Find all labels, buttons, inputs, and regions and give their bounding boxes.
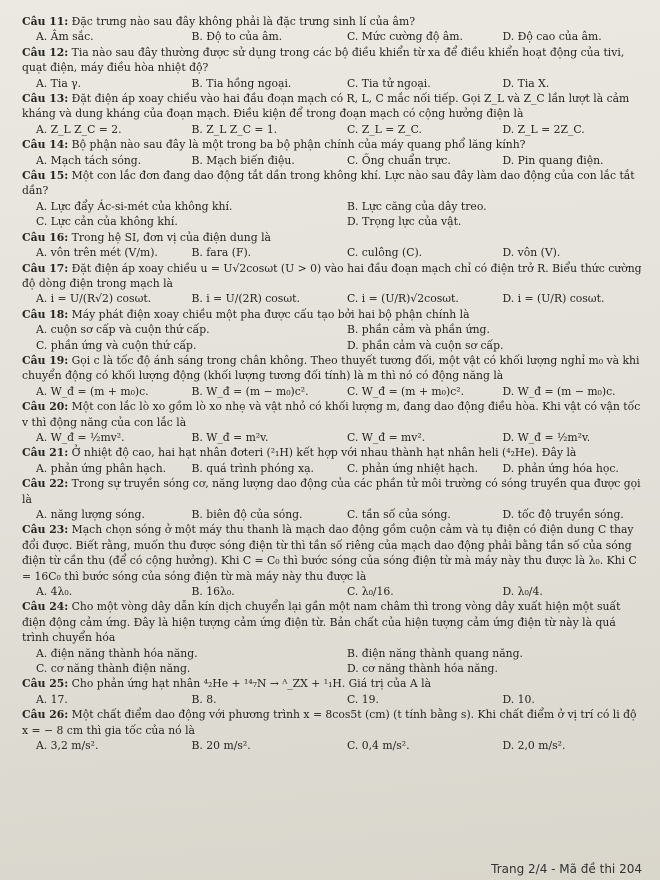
answer-option: C. Ống chuẩn trực. xyxy=(347,153,451,167)
answer-options xyxy=(22,384,644,399)
answer-option: A. 17. xyxy=(36,692,68,706)
answer-option: A. Âm sắc. xyxy=(36,30,94,44)
answer-option: C. phản ứng nhiệt hạch. xyxy=(347,461,479,475)
answer-option: D. λ₀/4. xyxy=(502,585,543,599)
answer-options xyxy=(22,461,644,476)
question-stem: Câu 22: Trong sự truyền sóng cơ, năng lượng dao động của các phần tử môi trường có sóng truyền qua được gọi là xyxy=(22,477,641,506)
answer-options xyxy=(22,507,644,522)
answer-option: B. W_đ = (m − m₀)c². xyxy=(191,384,309,398)
answer-option: D. Độ cao của âm. xyxy=(502,30,602,44)
question-stem: Câu 15: Một con lắc đơn đang dao động tắt dần trong không khí. Lực nào sau đây làm dao động của con lắc tắt dần? xyxy=(22,169,635,198)
answer-option: C. 19. xyxy=(347,692,379,706)
answer-options xyxy=(22,646,644,677)
question-number: Câu 15: xyxy=(22,169,69,183)
answer-option: D. W_đ = ½m²v. xyxy=(502,430,591,444)
question-stem: Câu 25: Cho phản ứng hạt nhân ⁴₂He + ¹⁴₇N → ᴬ_ZX + ¹₁H. Giá trị của A là xyxy=(22,677,432,691)
answer-option: D. vôn (V). xyxy=(502,246,561,260)
answer-option: A. Lực đẩy Ác-si-mét của không khí. xyxy=(36,199,233,213)
answer-option: D. Pin quang điện. xyxy=(502,153,604,167)
answer-option: A. phản ứng phân hạch. xyxy=(36,461,167,475)
question-number: Câu 17: xyxy=(22,261,69,275)
question-number: Câu 18: xyxy=(22,307,69,321)
answer-option: B. Lực căng của dây treo. xyxy=(347,199,487,213)
question-block xyxy=(22,307,644,353)
question-number: Câu 13: xyxy=(22,92,69,106)
question-block xyxy=(22,261,644,307)
answer-option: A. cuộn sơ cấp và cuộn thứ cấp. xyxy=(36,323,210,337)
answer-option: B. Tia hồng ngoại. xyxy=(191,76,292,90)
answer-option: C. culông (C). xyxy=(347,246,423,260)
answer-option: D. Z_L = 2Z_C. xyxy=(502,122,585,136)
answer-option: C. W_đ = mv². xyxy=(347,430,426,444)
answer-option: C. λ₀/16. xyxy=(347,585,394,599)
question-block xyxy=(22,676,644,707)
answer-option: D. Tia X. xyxy=(502,76,550,90)
question-number: Câu 12: xyxy=(22,45,69,59)
answer-option: B. biên độ của sóng. xyxy=(191,508,303,521)
answer-options xyxy=(22,199,644,230)
answer-option: D. W_đ = (m − m₀)c. xyxy=(502,384,616,398)
question-stem: Câu 14: Bộ phận nào sau đây là một trong ba bộ phận chính của máy quang phổ lăng kính? xyxy=(22,138,526,152)
answer-option: D. cơ năng thành hóa năng. xyxy=(347,662,498,676)
answer-option: A. Tia γ. xyxy=(36,76,82,90)
question-number: Câu 14: xyxy=(22,138,69,152)
answer-option: B. 8. xyxy=(191,692,217,706)
answer-options xyxy=(22,76,644,91)
answer-option: A. vôn trên mét (V/m). xyxy=(36,246,158,260)
answer-options xyxy=(22,692,644,707)
question-block xyxy=(22,476,644,522)
answer-option: D. phản ứng hóa học. xyxy=(502,461,619,475)
answer-option: B. 20 m/s². xyxy=(191,739,251,753)
question-block xyxy=(22,168,644,230)
question-stem: Câu 12: Tia nào sau đây thường được sử dụng trong các bộ điều khiển từ xa để điều khiển hoạt động của tivi, quạt điện, máy điều hòa nhiệt độ? xyxy=(22,45,625,75)
question-number: Câu 11: xyxy=(22,15,69,28)
answer-options xyxy=(22,153,644,168)
answer-option: B. Mạch biến điệu. xyxy=(191,153,295,167)
answer-option: A. năng lượng sóng. xyxy=(36,508,145,521)
answer-option: B. fara (F). xyxy=(191,246,252,260)
answer-option: C. Tia tử ngoại. xyxy=(347,76,431,90)
answer-option: C. tần số của sóng. xyxy=(347,508,451,521)
question-block xyxy=(22,230,644,261)
answer-option: B. i = U/(2R) cosωt. xyxy=(191,292,300,306)
answer-option: A. Mạch tách sóng. xyxy=(36,153,142,167)
question-block xyxy=(22,45,644,91)
question-number: Câu 26: xyxy=(22,708,69,722)
question-stem: Câu 26: Một chất điểm dao động với phương trình x = 8cos5t (cm) (t tính bằng s). Khi chất điểm ở vị trí có li độ x = − 8 cm thì gia tốc của nó là xyxy=(22,708,637,737)
answer-options xyxy=(22,122,644,137)
answer-options xyxy=(22,738,644,753)
answer-option: B. quá trình phóng xạ. xyxy=(191,461,314,475)
answer-option: C. Mức cường độ âm. xyxy=(347,30,463,44)
question-block xyxy=(22,14,644,45)
question-stem: Câu 20: Một con lắc lò xo gồm lò xo nhẹ và vật nhỏ có khối lượng m, đang dao động điều hòa. Khi vật có vận tốc v thì động năng của con lắc là xyxy=(22,400,641,429)
question-block xyxy=(22,599,644,676)
question-number: Câu 25: xyxy=(22,677,69,691)
question-block xyxy=(22,353,644,399)
answer-options xyxy=(22,29,644,44)
question-block xyxy=(22,707,644,753)
answer-option: A. W_đ = (m + m₀)c. xyxy=(36,384,149,398)
answer-option: D. i = (U/R) cosωt. xyxy=(502,292,605,306)
answer-option: C. i = (U/R)√2cosωt. xyxy=(347,292,459,306)
question-block xyxy=(22,522,644,599)
question-number: Câu 23: xyxy=(22,523,69,537)
question-stem: Câu 24: Cho một vòng dây dẫn kín dịch chuyển lại gần một nam châm thì trong vòng dây xuất hiện một suất điện động cảm ứng. Đây là hiện tượng cảm ứng điện từ. Bản chất của hiện tượng cảm ứng điện từ này là quá trình chuyển hóa xyxy=(22,600,621,645)
answer-options xyxy=(22,291,644,306)
answer-options xyxy=(22,430,644,445)
question-number: Câu 22: xyxy=(22,477,69,491)
answer-option: C. Z_L = Z_C. xyxy=(347,122,422,136)
answer-option: B. W_đ = m²v. xyxy=(191,430,269,444)
answer-option: C. 0,4 m/s². xyxy=(347,739,410,753)
question-list xyxy=(22,14,644,754)
question-stem: Câu 18: Máy phát điện xoay chiều một pha được cấu tạo bởi hai bộ phận chính là xyxy=(22,307,470,321)
answer-option: A. Z_L Z_C = 2. xyxy=(36,122,122,136)
question-number: Câu 20: xyxy=(22,400,69,414)
answer-option: D. tốc độ truyền sóng. xyxy=(502,508,624,521)
answer-option: C. cơ năng thành điện năng. xyxy=(36,662,191,676)
answer-option: B. Z_L Z_C = 1. xyxy=(191,122,278,136)
question-block xyxy=(22,137,644,168)
question-block xyxy=(22,399,644,445)
answer-option: B. phần cảm và phần ứng. xyxy=(347,323,490,337)
answer-options xyxy=(22,245,644,260)
answer-option: B. điện năng thành quang năng. xyxy=(347,646,523,660)
answer-option: D. phần cảm và cuộn sơ cấp. xyxy=(347,338,504,352)
question-stem: Câu 17: Đặt điện áp xoay chiều u = U√2cosωt (U > 0) vào hai đầu đoạn mạch chỉ có điện trở R. Biểu thức cường độ dòng điện trong mạch là xyxy=(22,261,642,290)
question-stem: Câu 13: Đặt điện áp xoay chiều vào hai đầu đoạn mạch có R, L, C mắc nối tiếp. Gọi Z_L và Z_C lần lượt là cảm kháng và dung kháng của đoạn mạch. Điều kiện để trong đoạn mạch có cộng hưởng điện là xyxy=(22,92,630,121)
question-number: Câu 16: xyxy=(22,230,69,244)
question-stem: Câu 23: Mạch chọn sóng ở một máy thu thanh là mạch dao động gồm cuộn cảm và tụ điện có điện dung C thay đổi được. Biết rằng, muốn thu được sóng điện từ thì tần số riêng của mạch dao động phải bằng tần số của sóng điện từ cần thu (để có cộng hưởng). Khi C = C₀ thì bước sóng của sóng điện từ mà máy này thu được là λ₀. Khi C = 16C₀ thì bước sóng của sóng điện từ mà máy này thu được là xyxy=(22,523,637,583)
answer-option: C. phần ứng và cuộn thứ cấp. xyxy=(36,338,197,352)
answer-option: B. Độ to của âm. xyxy=(191,30,283,44)
answer-option: C. W_đ = (m + m₀)c². xyxy=(347,384,465,398)
answer-option: A. W_đ = ½mv². xyxy=(36,430,125,444)
answer-options xyxy=(22,584,644,599)
question-block xyxy=(22,445,644,476)
answer-option: A. i = U/(R√2) cosωt. xyxy=(36,292,152,306)
answer-option: A. 4λ₀. xyxy=(36,585,73,599)
question-stem: Câu 16: Trong hệ SI, đơn vị của điện dung là xyxy=(22,230,271,244)
answer-option: D. 10. xyxy=(502,692,535,706)
question-stem: Câu 19: Gọi c là tốc độ ánh sáng trong chân không. Theo thuyết tương đối, một vật có khối lượng nghỉ m₀ và khi chuyển động có khối lượng động (khối lượng tương đối tính) là m thì nó có động năng là xyxy=(22,353,640,383)
question-number: Câu 24: xyxy=(22,600,69,614)
answer-option: B. 16λ₀. xyxy=(191,585,235,599)
question-stem: Câu 21: Ở nhiệt độ cao, hai hạt nhân đơteri (²₁H) kết hợp với nhau thành hạt nhân heli (⁴₂He). Đây là xyxy=(22,446,577,460)
answer-options xyxy=(22,322,644,353)
answer-option: A. 3,2 m/s². xyxy=(36,739,99,753)
answer-option: D. Trọng lực của vật. xyxy=(347,215,462,229)
question-stem: Câu 11: Đặc trưng nào sau đây không phải là đặc trưng sinh lí của âm? xyxy=(22,15,415,28)
answer-option: C. Lực cản của không khí. xyxy=(36,215,178,229)
question-number: Câu 19: xyxy=(22,353,69,367)
question-number: Câu 21: xyxy=(22,446,69,460)
question-block xyxy=(22,91,644,137)
answer-option: D. 2,0 m/s². xyxy=(502,739,566,753)
answer-option: A. điện năng thành hóa năng. xyxy=(36,646,198,660)
page-footer: Trang 2/4 - Mã đề thi 204 xyxy=(491,862,642,876)
